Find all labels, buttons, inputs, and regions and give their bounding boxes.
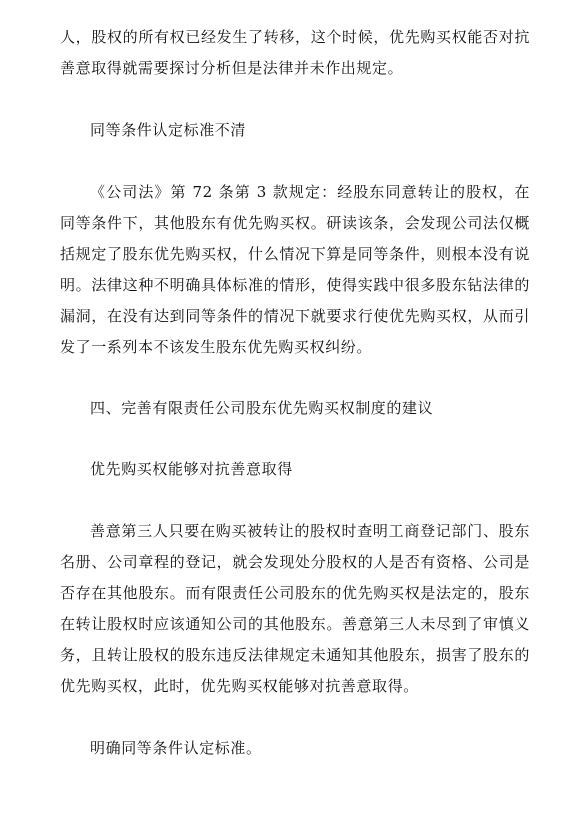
heading-clarify-equal-conditions: 明确同等条件认定标准。 xyxy=(90,739,262,757)
paragraph-company-law-article: 《公司法》第 72 条第 3 款规定：经股东同意转让的股权，在同等条件下，其他股东有优先购买权。研读该条，会发现公司法仅概括规定了股东优先购买权，什么情况下算是同等条件，则根本没有说明。法律这种不明确具体标准的情形，使得实践中很多股东钻法律的漏洞，在没有达到同等条件的情况下就要求行使优先购买权，从而引发了一系列本不该发生股东优先购买权纠纷。 xyxy=(60,183,530,356)
heading-priority-against-good-faith: 优先购买权能够对抗善意取得 xyxy=(90,460,293,478)
heading-section-four-suggestions: 四、完善有限责任公司股东优先购买权制度的建议 xyxy=(90,399,434,417)
paragraph-good-faith-third-party: 善意第三人只要在购买被转让的股权时查明工商登记部门、股东名册、公司章程的登记，就会发现处分股权的人是否有资格、公司是否存在其他股东。而有限责任公司股东的优先购买权是法定的，股东在转让股权时应该通知公司的其他股东。善意第三人未尽到了审慎义务，且转让股权的股东违反法律规定未通知其他股东，损害了股东的优先购买权，此时，优先购买权能够对抗善意取得。 xyxy=(60,522,530,695)
heading-equal-conditions-unclear: 同等条件认定标准不清 xyxy=(90,121,247,139)
paragraph-ownership-transfer: 人，股权的所有权已经发生了转移，这个时候，优先购买权能否对抗善意取得就需要探讨分析但是法律并未作出规定。 xyxy=(60,28,530,77)
